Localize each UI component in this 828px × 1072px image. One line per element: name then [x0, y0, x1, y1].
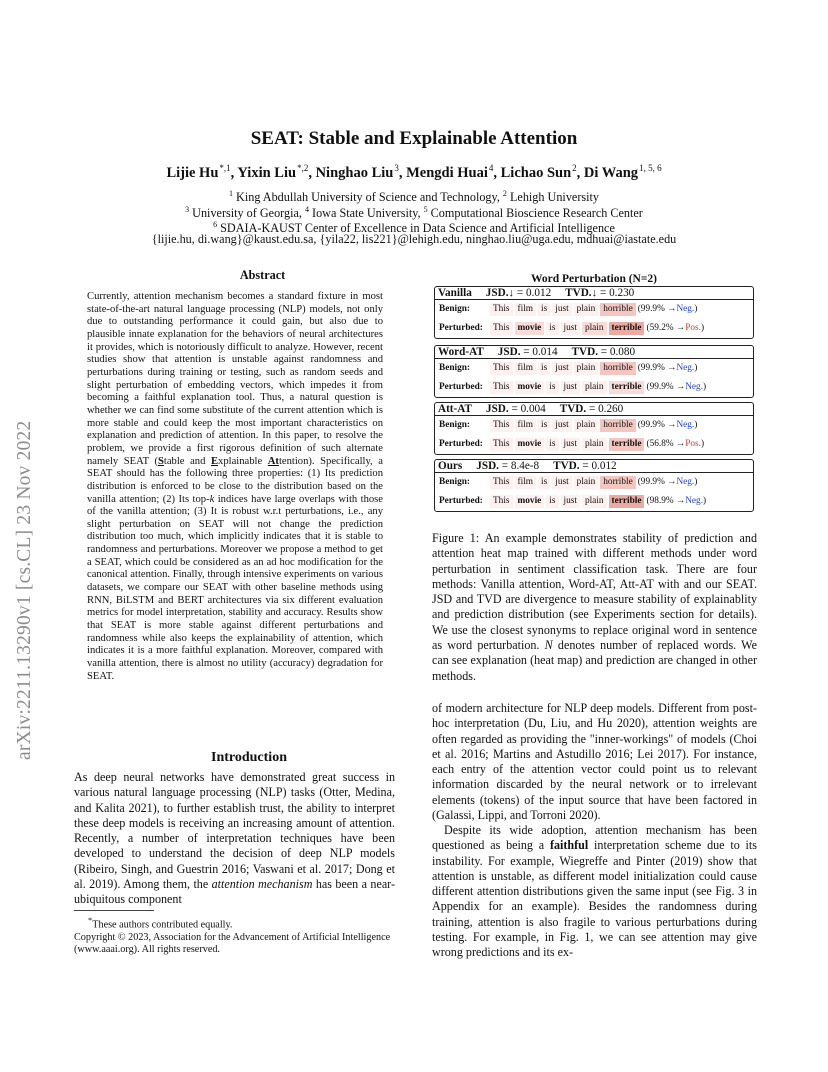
author-affil-mark: 2	[572, 163, 577, 173]
affil-text: King Abdullah University of Science and Technology,	[236, 190, 503, 204]
body-paragraph: of modern architecture for NLP deep models. Different from post-hoc interpretation (Du, Liu, and Hu 2020), attention weights are often regarded as providing the "inner-workings" of models (Choi et al. 2016; Martins and Astudillo 2016; Lei 2017). For instance, each entry of the attention vector could point us to relevant information discarded by the neural network or to irrelevant elements (tokens) of the input source that have been factored in (Galassi, Lippi, and Torroni 2020).	[432, 701, 757, 823]
prediction-text: (99.9% →	[637, 304, 677, 314]
token: is	[546, 322, 558, 335]
benign-sentence	[490, 473, 697, 492]
benign-label: Benign:	[439, 363, 470, 373]
footnote-contrib	[74, 914, 404, 932]
affil-text: Computational Bioscience Research Center	[430, 206, 643, 220]
affil-mark: 4	[304, 205, 309, 214]
author-list: Lijie $Hu^{*,1}$, Yixin Liu$^{*,2}$, Ninghao Liu$^3$, Mengdi Huai$^4$, Lichao Sun$^2$, Di Wang$^{1, 5, 6}$	[166, 163, 662, 181]
benign-label: Benign:	[439, 420, 470, 430]
prediction-close: )	[703, 496, 707, 506]
token: This	[490, 438, 513, 451]
token: plain	[574, 419, 599, 432]
token: horrible	[600, 419, 635, 432]
token: is	[538, 362, 550, 375]
tvd-label: TVD.	[559, 403, 587, 415]
panel-header	[435, 287, 753, 300]
token: is	[538, 303, 550, 316]
benign-sentence	[490, 359, 697, 378]
token: is	[538, 419, 550, 432]
prediction-close: )	[703, 382, 707, 392]
author-emails: {lijie.hu, di.wang}@kaust.edu.sa, {yila22, lis221}@lehigh.edu, ninghao.liu@uga.edu, mdhuai@iastate.edu	[151, 232, 677, 246]
panel-header	[435, 346, 753, 359]
token: This	[490, 476, 513, 489]
prediction-close: )	[694, 304, 698, 314]
jsd-value: = 0.004	[511, 403, 546, 415]
affil-text: University of Georgia,	[192, 206, 305, 220]
perturbed-row	[435, 492, 753, 511]
token: horrible	[600, 303, 635, 316]
body-part: interpretation scheme due to its instability. For example, Wiegreffe and Pinter (2019) show that attention is unstable, as different model initialization could cause different attention distributions given the same input (see Fig. 3 in Appendix for an example). Besides the randomness during training, attention is also fragile to various perturbations during testing. For example, in Fig. 1, we can see attention may give wrong predictions and its ex-	[432, 838, 757, 960]
prediction-class: Neg.	[676, 420, 695, 430]
author-affil-mark: *,2	[297, 163, 309, 173]
token: is	[546, 438, 558, 451]
math-k: k	[209, 493, 215, 505]
footnote-mark: *	[88, 915, 93, 925]
token: movie	[515, 322, 545, 335]
affil-mark: 3	[185, 205, 190, 214]
token: just	[552, 476, 571, 489]
abstract-part: table and	[163, 455, 211, 467]
author-name: Lijie Hu	[166, 165, 219, 181]
caption-part: Figure 1: An example demonstrates stability of prediction and attention heat map trained with different methods under word perturbation in sentiment classification task. There are four methods: Vanilla attention, Word-AT, Att-AT with and our SEAT. JSD and TVD are divergence to measure stability of explainablity and prediction distribution (see Experiments section for details). We use the closest synonyms to replace original word in sentence as word perturbation.	[432, 531, 757, 653]
abstract-part: Currently, attention mechanism becomes a standard fixture in most state-of-the-art natural language processing (NLP) models, not only due to outstanding performance it could gain, but also due to plausible innate explanation for the behaviors of neural architectures it provides, which is notoriously difficult to analyze. However, recent studies show that attention is unstable against randomness and perturbations during training or testing, such as random seeds and slight perturbation of embedding vectors, which impedes it from becoming a faithful explanation tool. Thus, a natural question is whether we can find some substitute of the current attention which is more stable and could keep the most important characteristics on explanation and prediction of attention. In this paper, to resolve the problem, we provide a first rigorous definition of such alternate namely SEAT (	[87, 291, 383, 467]
jsd-label: JSD.↓	[485, 287, 515, 299]
jsd-label: JSD.	[476, 460, 499, 472]
affil-mark: 6	[213, 220, 218, 229]
author-name: Mengdi Huai	[406, 165, 488, 181]
panel-method-name: Vanilla	[438, 287, 472, 299]
footnote-rule	[74, 910, 154, 911]
prediction-text: (99.9% →	[646, 382, 686, 392]
token: just	[561, 495, 580, 508]
abstract-part: ). Specifically, a SEAT should has the following three properties: (1) Its prediction distribution is enforced to be close to the distribution based on the vanilla attention; (2) Its top-	[87, 455, 383, 505]
token: movie	[515, 495, 545, 508]
token: terrible	[609, 438, 645, 451]
affil-mark: 1	[228, 189, 233, 198]
perturbed-row	[435, 378, 753, 397]
benign-sentence	[490, 300, 697, 319]
token: This	[490, 381, 513, 394]
prediction-text: (98.9% →	[646, 496, 686, 506]
math-n: N	[544, 638, 553, 653]
figure-panel	[434, 459, 754, 512]
token: just	[552, 362, 571, 375]
perturbed-row	[435, 435, 753, 454]
token: plain	[574, 476, 599, 489]
prediction-text: (99.9% →	[637, 363, 677, 373]
copyright-notice: Copyright © 2023, Association for the Advancement of Artificial Intelligence (www.aaai.org). All rights reserved.	[74, 931, 391, 956]
prediction-class: Pos.	[685, 439, 701, 449]
body-paragraph	[432, 823, 757, 961]
perturbed-label: Perturbed:	[439, 496, 483, 506]
token: This	[490, 322, 513, 335]
jsd-label: JSD.	[485, 403, 509, 415]
acronym-letter: At	[267, 455, 279, 467]
tvd-label: TVD.↓	[565, 287, 598, 299]
perturbed-row	[435, 319, 753, 338]
perturbed-sentence	[490, 492, 706, 511]
perturbed-sentence	[490, 435, 704, 454]
prediction-class: Pos.	[685, 323, 701, 333]
prediction-class: Neg.	[685, 496, 704, 506]
perturbed-sentence	[490, 319, 704, 338]
author-affil-mark: 1, 5, 6	[639, 163, 662, 173]
intro-text	[74, 770, 395, 908]
jsd-label: JSD.	[497, 346, 521, 358]
token: just	[561, 381, 580, 394]
token: film	[515, 303, 537, 316]
abstract-part: xplainable	[218, 455, 268, 467]
token: film	[515, 476, 537, 489]
benign-label: Benign:	[439, 304, 470, 314]
abstract-heading: Abstract	[239, 268, 286, 282]
benign-row	[435, 300, 753, 319]
benign-label: Benign:	[439, 477, 470, 487]
figure-panel	[434, 286, 754, 339]
figure-title: Word Perturbation (N=2)	[530, 273, 657, 285]
prediction-class: Neg.	[685, 382, 704, 392]
panel-method-name: Att-AT	[438, 403, 472, 415]
token: movie	[515, 381, 545, 394]
token: terrible	[609, 322, 645, 335]
token: film	[515, 419, 537, 432]
tvd-label: TVD.	[571, 346, 598, 358]
token: plain	[574, 303, 599, 316]
prediction-close: )	[700, 323, 705, 333]
perturbed-sentence	[490, 378, 706, 397]
benign-row	[435, 473, 753, 492]
abstract-part: tention	[278, 455, 309, 467]
section-heading-introduction: Introduction	[211, 750, 287, 765]
body-emphasis: faithful	[549, 838, 589, 853]
token: just	[552, 419, 571, 432]
figure-caption	[432, 531, 757, 684]
prediction-class: Neg.	[676, 304, 695, 314]
token: terrible	[609, 381, 645, 394]
figure-panel	[434, 345, 754, 398]
token: This	[490, 362, 513, 375]
token: horrible	[600, 476, 635, 489]
intro-part: As deep neural networks have demonstrated great success in various natural language processing (NLP) tasks (Otter, Medina, and Kalita 2021), to further establish trust, the ability to interpret these deep models is receiving an increasing amount of attention. Recently, a number of interpretation techniques have been developed to understand the decision of deep NLP models (Ribeiro, Singh, and Guestrin 2016; Vaswani et al. 2017; Dong et al. 2019). Among them, the	[74, 770, 395, 892]
perturbed-label: Perturbed:	[439, 382, 483, 392]
perturbed-label: Perturbed:	[439, 439, 483, 449]
affil-text: Iowa State University,	[312, 206, 424, 220]
affil-text: Lehigh University	[509, 190, 599, 204]
intro-emphasis: attention mechanism	[211, 877, 313, 892]
footnote-text: These authors contributed equally.	[92, 919, 233, 931]
acronym-letter: S	[158, 455, 164, 467]
token: just	[561, 322, 580, 335]
author-affil-mark: 3	[394, 163, 399, 173]
token: This	[490, 303, 513, 316]
token: plain	[582, 381, 607, 394]
token: is	[538, 476, 550, 489]
panel-header	[435, 403, 753, 416]
token: terrible	[609, 495, 645, 508]
token: is	[546, 495, 558, 508]
affil-mark: 5	[423, 205, 428, 214]
benign-row	[435, 416, 753, 435]
caption-part: denotes number of replaced words. We can see explanation (heat map) and prediction are changed in other methods.	[432, 638, 757, 683]
jsd-value: = 8.4e-8	[501, 460, 540, 472]
abstract-text	[87, 291, 383, 683]
arxiv-stamp: arXiv:2211.13290v1 [cs.CL] 23 Nov 2022	[14, 420, 35, 760]
author-name: Ninghao Liu	[315, 165, 394, 181]
author-name: Di Wang	[583, 165, 639, 181]
token: is	[546, 381, 558, 394]
token: plain	[582, 322, 607, 335]
paper-title: SEAT: Stable and Explainable Attention	[250, 128, 578, 149]
panel-method-name: Ours	[438, 460, 463, 472]
prediction-text: (99.9% →	[637, 477, 677, 487]
jsd-value: = 0.012	[516, 287, 552, 299]
body-part: Despite its wide adoption, attention mechanism has been questioned as being a	[432, 823, 757, 853]
author-name: Yixin Liu	[237, 165, 297, 181]
prediction-class: Neg.	[676, 477, 695, 487]
affil-mark: 2	[502, 189, 507, 198]
tvd-value: = 0.230	[599, 287, 635, 299]
token: This	[490, 419, 513, 432]
prediction-text: (99.9% →	[637, 420, 677, 430]
intro-part: has been a near-ubiquitous component	[74, 877, 395, 907]
jsd-value: = 0.014	[523, 346, 558, 358]
token: plain	[582, 438, 607, 451]
author-affil-mark: *,1	[219, 163, 231, 173]
panel-method-name: Word-AT	[438, 346, 484, 358]
tvd-label: TVD.	[553, 460, 580, 472]
token: film	[515, 362, 537, 375]
token: plain	[574, 362, 599, 375]
figure-panel	[434, 402, 754, 455]
prediction-close: )	[700, 439, 705, 449]
token: plain	[582, 495, 607, 508]
tvd-value: = 0.260	[588, 403, 624, 415]
token: This	[490, 495, 513, 508]
tvd-value: = 0.080	[600, 346, 636, 358]
benign-sentence	[490, 416, 697, 435]
token: just	[561, 438, 580, 451]
token: horrible	[600, 362, 635, 375]
tvd-value: = 0.012	[582, 460, 617, 472]
prediction-text: (56.8% →	[646, 439, 686, 449]
author-name: Lichao Sun	[500, 165, 572, 181]
footnote	[74, 914, 404, 957]
prediction-text: (59.2% →	[646, 323, 686, 333]
abstract-part: indices have large overlaps with those of the vanilla attention; (3) It is robust w.r.t perturbations, i.e., any slight perturbation on SEAT will not change the prediction distribution too much, which implicitly indicates that it is stable to randomness and perturbations. Moreover we propose a method to get a SEAT, which could be considered as an ad hoc modification for the canonical attention. Finally, through intensive experiments on various datasets, we compare our SEAT with other baseline methods using RNN, BiLSTM and BERT architectures via six different evaluation metrics for model interpretation, stability and accuracy. Results show that SEAT is more stable against different perturbations and randomness while also keeps the explainability of attention, which indicates it is a more faithful explanation. Moreover, compared with vanilla attention, there is almost no utility (accuracy) degradation for SEAT.	[87, 493, 383, 682]
affil-text: SDAIA-KAUST Center of Excellence in Data Science and Artificial Intelligence	[220, 221, 615, 235]
token: movie	[515, 438, 545, 451]
benign-row	[435, 359, 753, 378]
prediction-close: )	[694, 363, 698, 373]
panel-header	[435, 460, 753, 473]
prediction-class: Neg.	[676, 363, 695, 373]
acronym-letter: E	[210, 455, 219, 467]
prediction-close: )	[694, 477, 698, 487]
token: just	[552, 303, 571, 316]
perturbed-label: Perturbed:	[439, 323, 483, 333]
prediction-close: )	[694, 420, 698, 430]
author-affil-mark: 4	[488, 163, 494, 173]
